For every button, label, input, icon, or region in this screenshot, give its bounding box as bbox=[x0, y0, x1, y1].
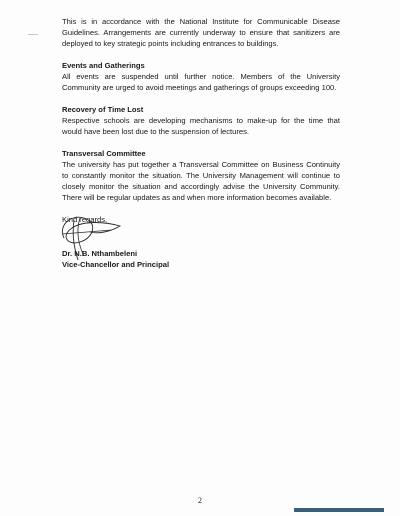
section-heading: Recovery of Time Lost bbox=[62, 105, 144, 114]
section-body: The university has put together a Transversal Committee on Business Continuity to constantly monitor the situation. The University Management will continue to closely monitor the situation and accordingly advise the University Community. There will be regular updates as and when more information becomes available. bbox=[62, 160, 340, 202]
signer bbox=[62, 248, 169, 270]
intro-paragraph: This is in accordance with the National Institute for Communicable Disease Guidelines. Arrangements are currently underway to ensure that sanitizers are deployed to key strategic points including entrances to buildings. bbox=[62, 17, 340, 48]
page-number: 2 bbox=[198, 496, 202, 505]
signer-name: Dr. N.B. Nthambeleni bbox=[62, 249, 138, 258]
closing-text: Kind regards, bbox=[62, 215, 108, 224]
section-heading: Events and Gatherings bbox=[62, 61, 145, 70]
section-recovery bbox=[62, 104, 340, 137]
scan-artifact bbox=[28, 34, 38, 35]
signature-block bbox=[62, 214, 340, 270]
section-heading: Transversal Committee bbox=[62, 149, 146, 158]
letter-body bbox=[62, 16, 340, 270]
section-events bbox=[62, 60, 340, 93]
section-body: Respective schools are developing mechanisms to make-up for the time that would have been lost due to the suspension of lectures. bbox=[62, 116, 340, 136]
section-body: All events are suspended until further notice. Members of the University Community are urged to avoid meetings and gatherings of groups exceeding 100. bbox=[62, 72, 340, 92]
footer-bar bbox=[294, 508, 384, 512]
signer-title: Vice-Chancellor and Principal bbox=[62, 260, 170, 269]
section-committee bbox=[62, 148, 340, 203]
